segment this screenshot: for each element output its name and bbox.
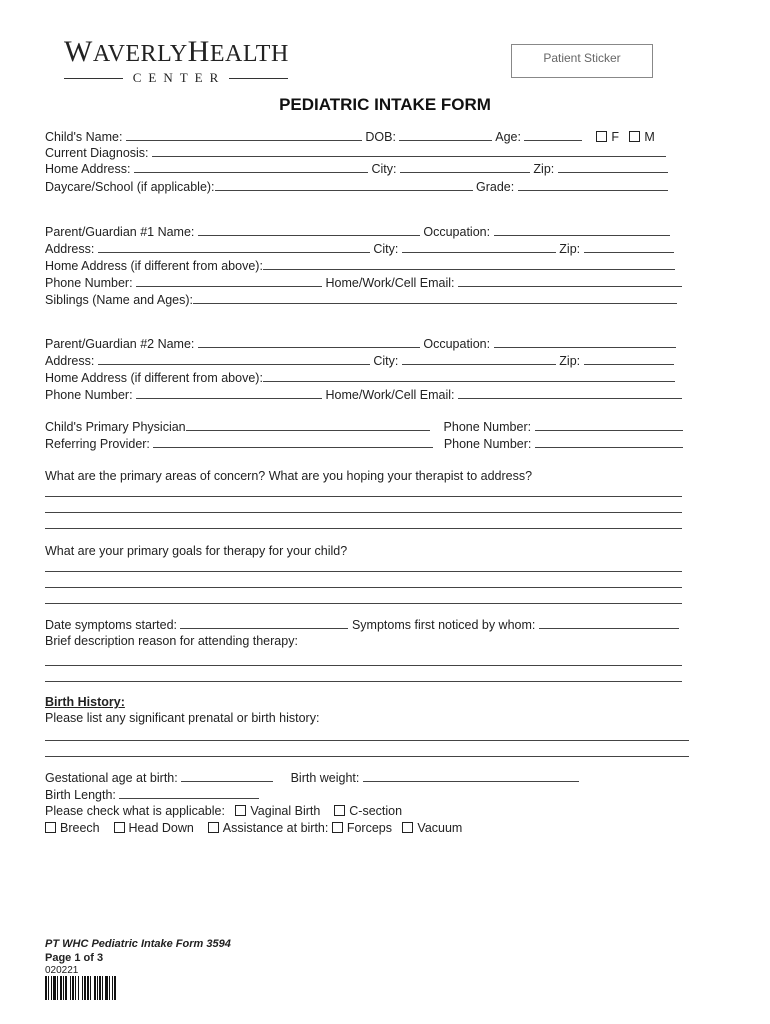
guardian1-occupation-field[interactable] [494, 223, 670, 236]
guardian2-occupation-field[interactable] [494, 335, 676, 348]
child-city-field[interactable] [400, 160, 530, 173]
reason-label: Brief description reason for attending therapy: [45, 634, 298, 648]
guardian2-phone-field[interactable] [136, 386, 322, 399]
child-address-row: Home Address: City: Zip: [45, 160, 668, 177]
gestational-field[interactable] [181, 769, 273, 782]
page-title: PEDIATRIC INTAKE FORM [279, 95, 491, 114]
concerns-line-1[interactable] [45, 496, 682, 497]
page-number: Page 1 of 3 [45, 952, 104, 964]
goals-line-3[interactable] [45, 603, 682, 604]
breech-checkbox[interactable] [45, 822, 56, 833]
birth-length-row: Birth Length: [45, 786, 259, 803]
birth-weight-field[interactable] [363, 769, 579, 782]
patient-sticker-box: Patient Sticker [511, 44, 653, 78]
concerns-question: What are the primary areas of concern? What are you hoping your therapist to address? [45, 469, 533, 483]
gestational-row: Gestational age at birth: Birth weight: [45, 769, 579, 786]
siblings-row: Siblings (Name and Ages): [45, 291, 677, 308]
birth-history-heading: Birth History: [45, 695, 125, 709]
form-name: PT WHC Pediatric Intake Form 3594 [45, 938, 231, 950]
guardian2-zip-field[interactable] [584, 352, 674, 365]
barcode [45, 976, 160, 1000]
assistance-checkbox[interactable] [208, 822, 219, 833]
reason-line-2[interactable] [45, 681, 682, 682]
guardian1-phone-row: Phone Number: Home/Work/Cell Email: [45, 274, 682, 291]
guardian1-address-field[interactable] [98, 240, 370, 253]
concerns-line-3[interactable] [45, 528, 682, 529]
birth-history-line-1[interactable] [45, 740, 689, 741]
guardian2-address-field[interactable] [98, 352, 370, 365]
sex-m-checkbox[interactable] [629, 131, 640, 142]
guardian1-phone-field[interactable] [136, 274, 322, 287]
forceps-checkbox[interactable] [332, 822, 343, 833]
diagnosis-field[interactable] [152, 144, 666, 157]
noticed-by-field[interactable] [539, 616, 679, 629]
vaginal-birth-checkbox[interactable] [235, 805, 246, 816]
guardian2-phone-row: Phone Number: Home/Work/Cell Email: [45, 386, 682, 403]
grade-field[interactable] [518, 178, 668, 191]
siblings-field[interactable] [193, 291, 677, 304]
school-row: Daycare/School (if applicable): Grade: [45, 178, 668, 195]
guardian2-alt-address-field[interactable] [263, 369, 675, 382]
head-down-checkbox[interactable] [114, 822, 125, 833]
physician-field[interactable] [186, 418, 430, 431]
symptoms-date-field[interactable] [180, 616, 348, 629]
physician-phone-field[interactable] [535, 418, 683, 431]
goals-line-2[interactable] [45, 587, 682, 588]
child-zip-field[interactable] [558, 160, 668, 173]
birth-history-line-2[interactable] [45, 756, 689, 757]
guardian2-alt-address-row: Home Address (if different from above): [45, 369, 675, 386]
birth-length-field[interactable] [119, 786, 259, 799]
dob-field[interactable] [399, 128, 492, 141]
referring-row: Referring Provider: Phone Number: [45, 435, 683, 452]
child-name-field[interactable] [126, 128, 362, 141]
vacuum-checkbox[interactable] [402, 822, 413, 833]
guardian2-name-field[interactable] [198, 335, 420, 348]
guardian2-name-row: Parent/Guardian #2 Name: Occupation: [45, 335, 676, 352]
guardian2-address-row: Address: City: Zip: [45, 352, 674, 369]
guardian1-zip-field[interactable] [584, 240, 674, 253]
symptoms-row: Date symptoms started: Symptoms first noticed by whom: [45, 616, 679, 633]
c-section-checkbox[interactable] [334, 805, 345, 816]
guardian1-address-row: Address: City: Zip: [45, 240, 674, 257]
referring-field[interactable] [153, 435, 433, 448]
guardian1-city-field[interactable] [402, 240, 556, 253]
concerns-line-2[interactable] [45, 512, 682, 513]
physician-row: Child's Primary Physician Phone Number: [45, 418, 683, 435]
guardian1-name-field[interactable] [198, 223, 420, 236]
referring-phone-field[interactable] [535, 435, 683, 448]
birth-position-row: Breech Head Down Assistance at birth: Forceps Vacuum [45, 820, 462, 836]
diagnosis-row: Current Diagnosis: [45, 144, 666, 161]
child-address-field[interactable] [134, 160, 368, 173]
guardian2-email-field[interactable] [458, 386, 682, 399]
birth-type-row: Please check what is applicable: Vaginal Birth C-section [45, 804, 403, 818]
guardian1-alt-address-row: Home Address (if different from above): [45, 257, 675, 274]
guardian1-name-row: Parent/Guardian #1 Name: Occupation: [45, 223, 670, 240]
age-field[interactable] [524, 128, 582, 141]
school-field[interactable] [215, 178, 473, 191]
guardian1-email-field[interactable] [458, 274, 682, 287]
child-name-row: Child's Name: DOB: Age: F M [45, 130, 655, 144]
birth-history-prompt: Please list any significant prenatal or birth history: [45, 711, 320, 725]
form-code: 020221 [45, 965, 79, 976]
sex-f-checkbox[interactable] [596, 131, 607, 142]
goals-question: What are your primary goals for therapy for your child? [45, 544, 348, 558]
reason-line-1[interactable] [45, 665, 682, 666]
guardian2-city-field[interactable] [402, 352, 556, 365]
logo: WAVERLYHEALTH CENTER [64, 35, 289, 85]
guardian1-alt-address-field[interactable] [263, 257, 675, 270]
goals-line-1[interactable] [45, 571, 682, 572]
